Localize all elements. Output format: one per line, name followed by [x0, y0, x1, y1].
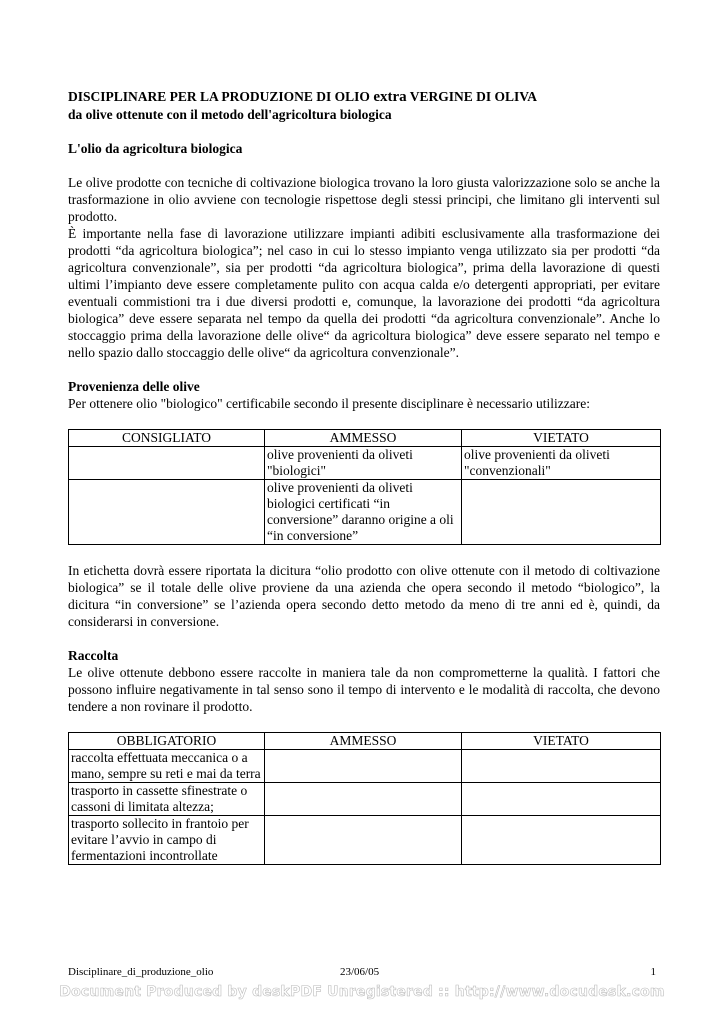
document-page	[68, 88, 660, 865]
section-heading-provenienza: Provenienza delle olive	[68, 379, 200, 394]
table-cell	[462, 783, 661, 816]
title-part-extra: extra	[373, 89, 407, 105]
table-cell	[265, 816, 462, 865]
raccolta-table	[68, 732, 661, 865]
table-row	[69, 816, 661, 865]
table-row	[69, 783, 661, 816]
table-cell	[265, 783, 462, 816]
table-row	[69, 480, 661, 545]
table-row	[69, 447, 661, 480]
table-cell	[462, 816, 661, 865]
table-cell	[462, 750, 661, 783]
table-cell: raccolta effettuata meccanica o a mano, sempre su reti e mai da terra	[69, 750, 265, 783]
paragraph-intro: Le olive prodotte con tecniche di coltivazione biologica trovano la loro giusta valorizzazione solo se anche la trasformazione in olio avviene con tecnologie rispettose degli stessi principi, che limitano gli interventi sul prodotto.	[68, 175, 660, 224]
footer-page-number: 1	[650, 966, 656, 978]
document-subtitle: da olive ottenute con il metodo dell'agricoltura biologica	[68, 107, 392, 122]
table-cell: olive provenienti da oliveti biologici certificati “in conversione” daranno origine a oli “in conversione”	[265, 480, 462, 545]
table-header: CONSIGLIATO	[69, 430, 265, 447]
table-cell	[69, 447, 265, 480]
table-cell: olive provenienti da oliveti "convenzionali"	[462, 447, 661, 480]
table-header: AMMESSO	[265, 733, 462, 750]
table-header-row	[69, 733, 661, 750]
table-cell: trasporto in cassette sfinestrate o cassoni di limitata altezza;	[69, 783, 265, 816]
footer-filename: Disciplinare_di_produzione_olio	[68, 966, 214, 978]
table-cell: olive provenienti da oliveti "biologici"	[265, 447, 462, 480]
paragraph-provenienza-intro: Per ottenere olio "biologico" certificabile secondo il presente disciplinare è necessario utilizzare:	[68, 396, 590, 411]
section-heading-olio: L'olio da agricoltura biologica	[68, 141, 243, 156]
footer-date: 23/06/05	[340, 966, 380, 978]
watermark: Document Produced by deskPDF Unregistered :: http://www.docudesk.com	[59, 984, 665, 1000]
table-header: OBBLIGATORIO	[69, 733, 265, 750]
document-title	[68, 88, 660, 106]
table-cell: trasporto sollecito in frantoio per evitare l’avvio in campo di fermentazioni incontrollate	[69, 816, 265, 865]
table-row	[69, 750, 661, 783]
table-header-row	[69, 430, 661, 447]
paragraph-etichetta: In etichetta dovrà essere riportata la dicitura “olio prodotto con olive ottenute con il metodo di coltivazione biologica” se il totale delle olive proviene da una azienda che opera secondo il metodo “biologico”, la dicitura “in conversione” se l’azienda opera secondo detto metodo da meno di tre anni ed è, quindi, da considerarsi in conversione.	[68, 563, 660, 629]
paragraph-lavorazione: È importante nella fase di lavorazione utilizzare impianti adibiti esclusivamente alla trasformazione dei prodotti “da agricoltura biologica”; nel caso in cui lo stesso impianto venga utilizzato sia per prodotti “da agricoltura convenzionale”, sia per prodotti “da agricoltura biologica”, prima della lavorazione di questi ultimi l’impianto deve essere completamente pulito con acqua calda e/o detergenti appropriati, per evitare eventuali commistioni tra i due diversi prodotti e, comunque, la lavorazione dei prodotti “da agricoltura biologica” deve essere separata nel tempo da quella dei prodotti “da agricoltura convenzionale”. Anche lo stoccaggio prima della lavorazione delle olive“ da agricoltura biologica” deve essere separato nel tempo e nello spazio dallo stoccaggio delle olive“ da agricoltura convenzionale”.	[68, 226, 660, 360]
table-header: AMMESSO	[265, 430, 462, 447]
table-header: VIETATO	[462, 733, 661, 750]
title-part-a: DISCIPLINARE PER LA PRODUZIONE DI OLIO	[68, 89, 374, 104]
table-cell	[69, 480, 265, 545]
table-header: VIETATO	[462, 430, 661, 447]
table-cell	[462, 480, 661, 545]
section-heading-raccolta: Raccolta	[68, 648, 119, 663]
title-part-c: VERGINE DI OLIVA	[406, 89, 538, 104]
provenienza-table	[68, 429, 661, 545]
paragraph-raccolta-intro: Le olive ottenute debbono essere raccolte in maniera tale da non comprometterne la qualità. I fattori che possono influire negativamente in tal senso sono il tempo di intervento e le modalità di raccolta, che devono tendere a non rovinare il prodotto.	[68, 665, 660, 714]
table-cell	[265, 750, 462, 783]
